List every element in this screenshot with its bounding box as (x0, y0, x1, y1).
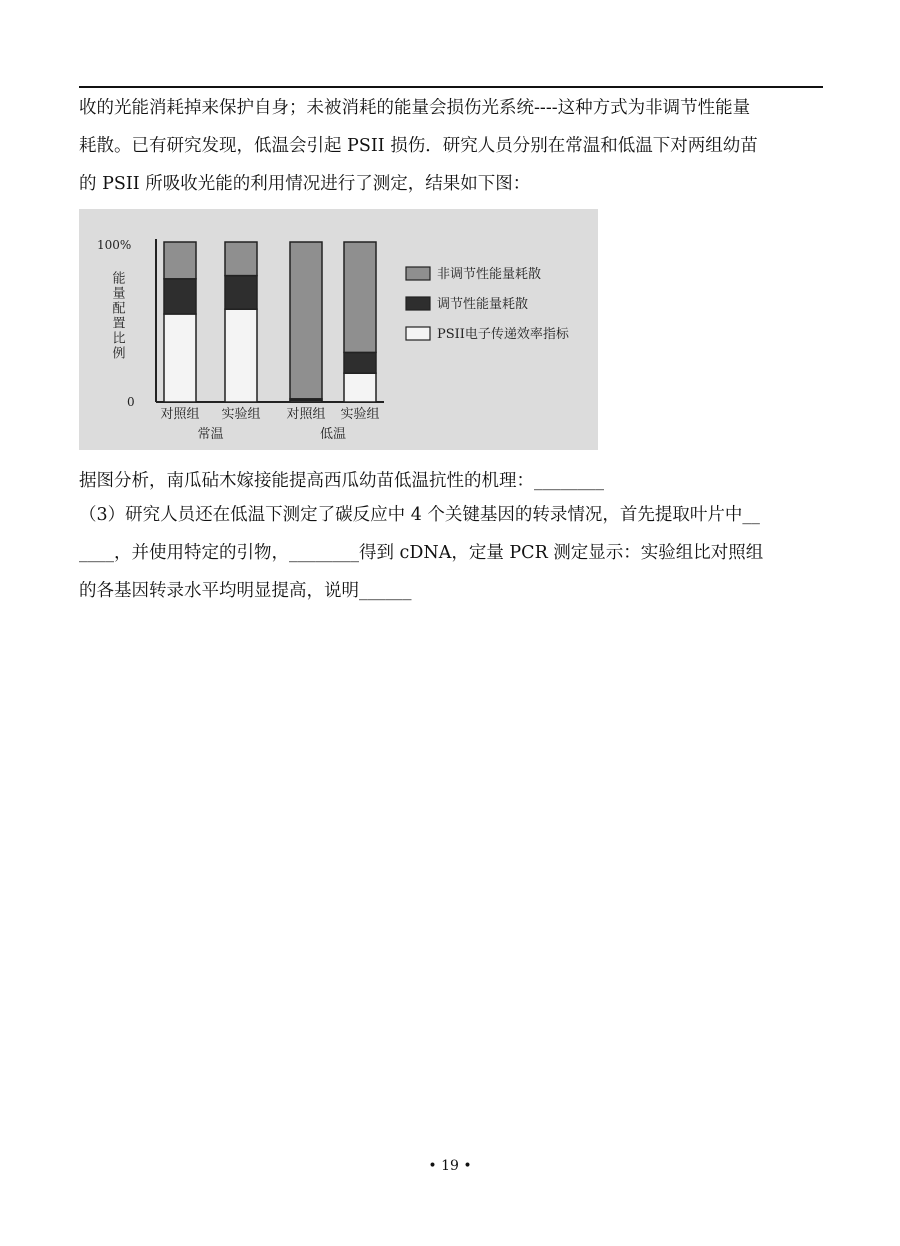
group-label: 低温 (319, 427, 347, 442)
bar-segment (344, 242, 376, 352)
legend-swatch (406, 267, 430, 280)
bar-segment (164, 279, 196, 314)
bar-segment (344, 373, 376, 402)
x-tick-label: 实验组 (340, 407, 380, 422)
y-tick-label: 100% (97, 238, 132, 252)
text-line: 的 PSII 所吸收光能的利用情况进行了测定，结果如下图： (79, 174, 531, 194)
page-number: • 19 • (428, 1158, 472, 1174)
bar-segment (164, 242, 196, 279)
text-line: （3）研究人员还在低温下测定了碳反应中 4 个关键基因的转录情况，首先提取叶片中__ (79, 505, 760, 525)
bar-segment (225, 242, 257, 276)
bar-segment (344, 352, 376, 373)
bar-segment (225, 276, 257, 310)
legend-label: 调节性能量耗散 (437, 297, 529, 312)
bar-segment (164, 314, 196, 402)
group-label: 常温 (197, 427, 224, 442)
legend-swatch (406, 297, 430, 310)
paragraph-1 (79, 89, 829, 203)
top-rule (79, 86, 823, 88)
paragraph-3 (79, 496, 829, 610)
legend-label: 非调节性能量耗散 (437, 267, 542, 282)
y-axis-label: 能量配置比例 (109, 271, 125, 361)
x-tick-label: 对照组 (160, 407, 200, 422)
legend-swatch (406, 327, 430, 340)
x-tick-label: 对照组 (286, 407, 326, 422)
text-line: 的各基因转录水平均明显提高，说明______ (79, 581, 412, 601)
analysis-question: 据图分析，南瓜砧木嫁接能提高西瓜幼苗低温抗性的机理：________ (79, 471, 604, 491)
text-line: 耗散。已有研究发现，低温会引起 PSII 损伤．研究人员分别在常温和低温下对两组幼苗 (79, 136, 758, 156)
energy-allocation-chart (79, 209, 598, 450)
x-tick-label: 实验组 (221, 407, 261, 422)
bar-segment (225, 309, 257, 402)
legend-label: PSII电子传递效率指标 (437, 327, 569, 342)
text-line: 收的光能消耗掉来保护自身；未被消耗的能量会损伤光系统----这种方式为非调节性能量 (79, 98, 751, 118)
text-line: ____，并使用特定的引物，________得到 cDNA，定量 PCR 测定显示：实验组比对照组 (79, 543, 764, 563)
y-tick-label: 0 (127, 395, 135, 409)
bar-segment (290, 242, 322, 399)
